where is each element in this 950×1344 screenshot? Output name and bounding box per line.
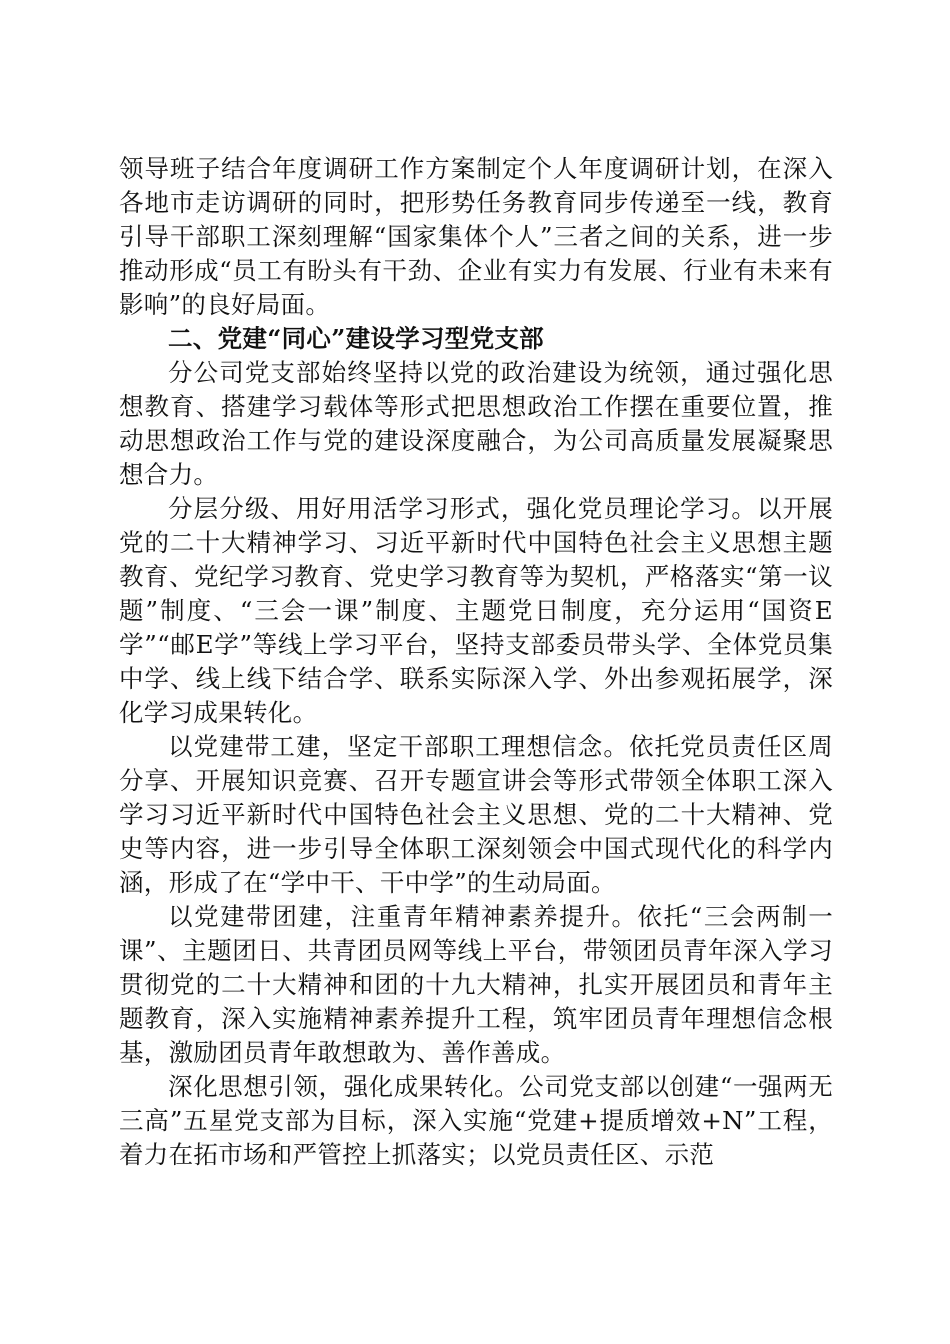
document-body <box>119 152 833 1172</box>
paragraph-union-building: 以党建带工建，坚定干部职工理想信念。依托党员责任区周分享、开展知识竞赛、召开专题宣讲会等形式带领全体职工深入学习习近平新时代中国特色社会主义思想、党的二十大精神、党史等内容，进一步引导全体职工深刻领会中国式现代化的科学内涵，形成了在“学中干、干中学”的生动局面。 <box>119 732 833 897</box>
paragraph-intro: 分公司党支部始终坚持以党的政治建设为统领，通过强化思想教育、搭建学习载体等形式把思想政治工作摆在重要位置，推动思想政治工作与党的建设深度融合，为公司高质量发展凝聚思想合力。 <box>119 358 833 489</box>
paragraph-league-building: 以党建带团建，注重青年精神素养提升。依托“三会两制一课”、主题团日、共青团员网等线上平台，带领团员青年深入学习贯彻党的二十大精神和团的十九大精神，扎实开展团员和青年主题教育，深入实施精神素养提升工程，筑牢团员青年理想信念根基，激励团员青年敢想敢为、善作善成。 <box>119 902 833 1067</box>
paragraph-achievement-transfer: 深化思想引领，强化成果转化。公司党支部以创建“一强两无三高”五星党支部为目标，深入实施“党建+提质增效+N”工程，着力在拓市场和严管控上抓落实；以党员责任区、示范 <box>119 1072 833 1169</box>
section-heading: 二、党建“同心”建设学习型党支部 <box>168 324 544 353</box>
paragraph-continuation: 领导班子结合年度调研工作方案制定个人年度调研计划，在深入各地市走访调研的同时，把形势任务教育同步传递至一线，教育引导干部职工深刻理解“国家集体个人”三者之间的关系，进一步推动形成“员工有盼头有干劲、企业有实力有发展、行业有未来有影响”的良好局面。 <box>119 154 833 319</box>
paragraph-theory-study: 分层分级、用好用活学习形式，强化党员理论学习。以开展党的二十大精神学习、习近平新时代中国特色社会主义思想主题教育、党纪学习教育、党史学习教育等为契机，严格落实“第一议题”制度、“三会一课”制度、主题党日制度，充分运用“国资E学”“邮E学”等线上学习平台，坚持支部委员带头学、全体党员集中学、线上线下结合学、联系实际深入学、外出参观拓展学，深化学习成果转化。 <box>119 494 833 727</box>
